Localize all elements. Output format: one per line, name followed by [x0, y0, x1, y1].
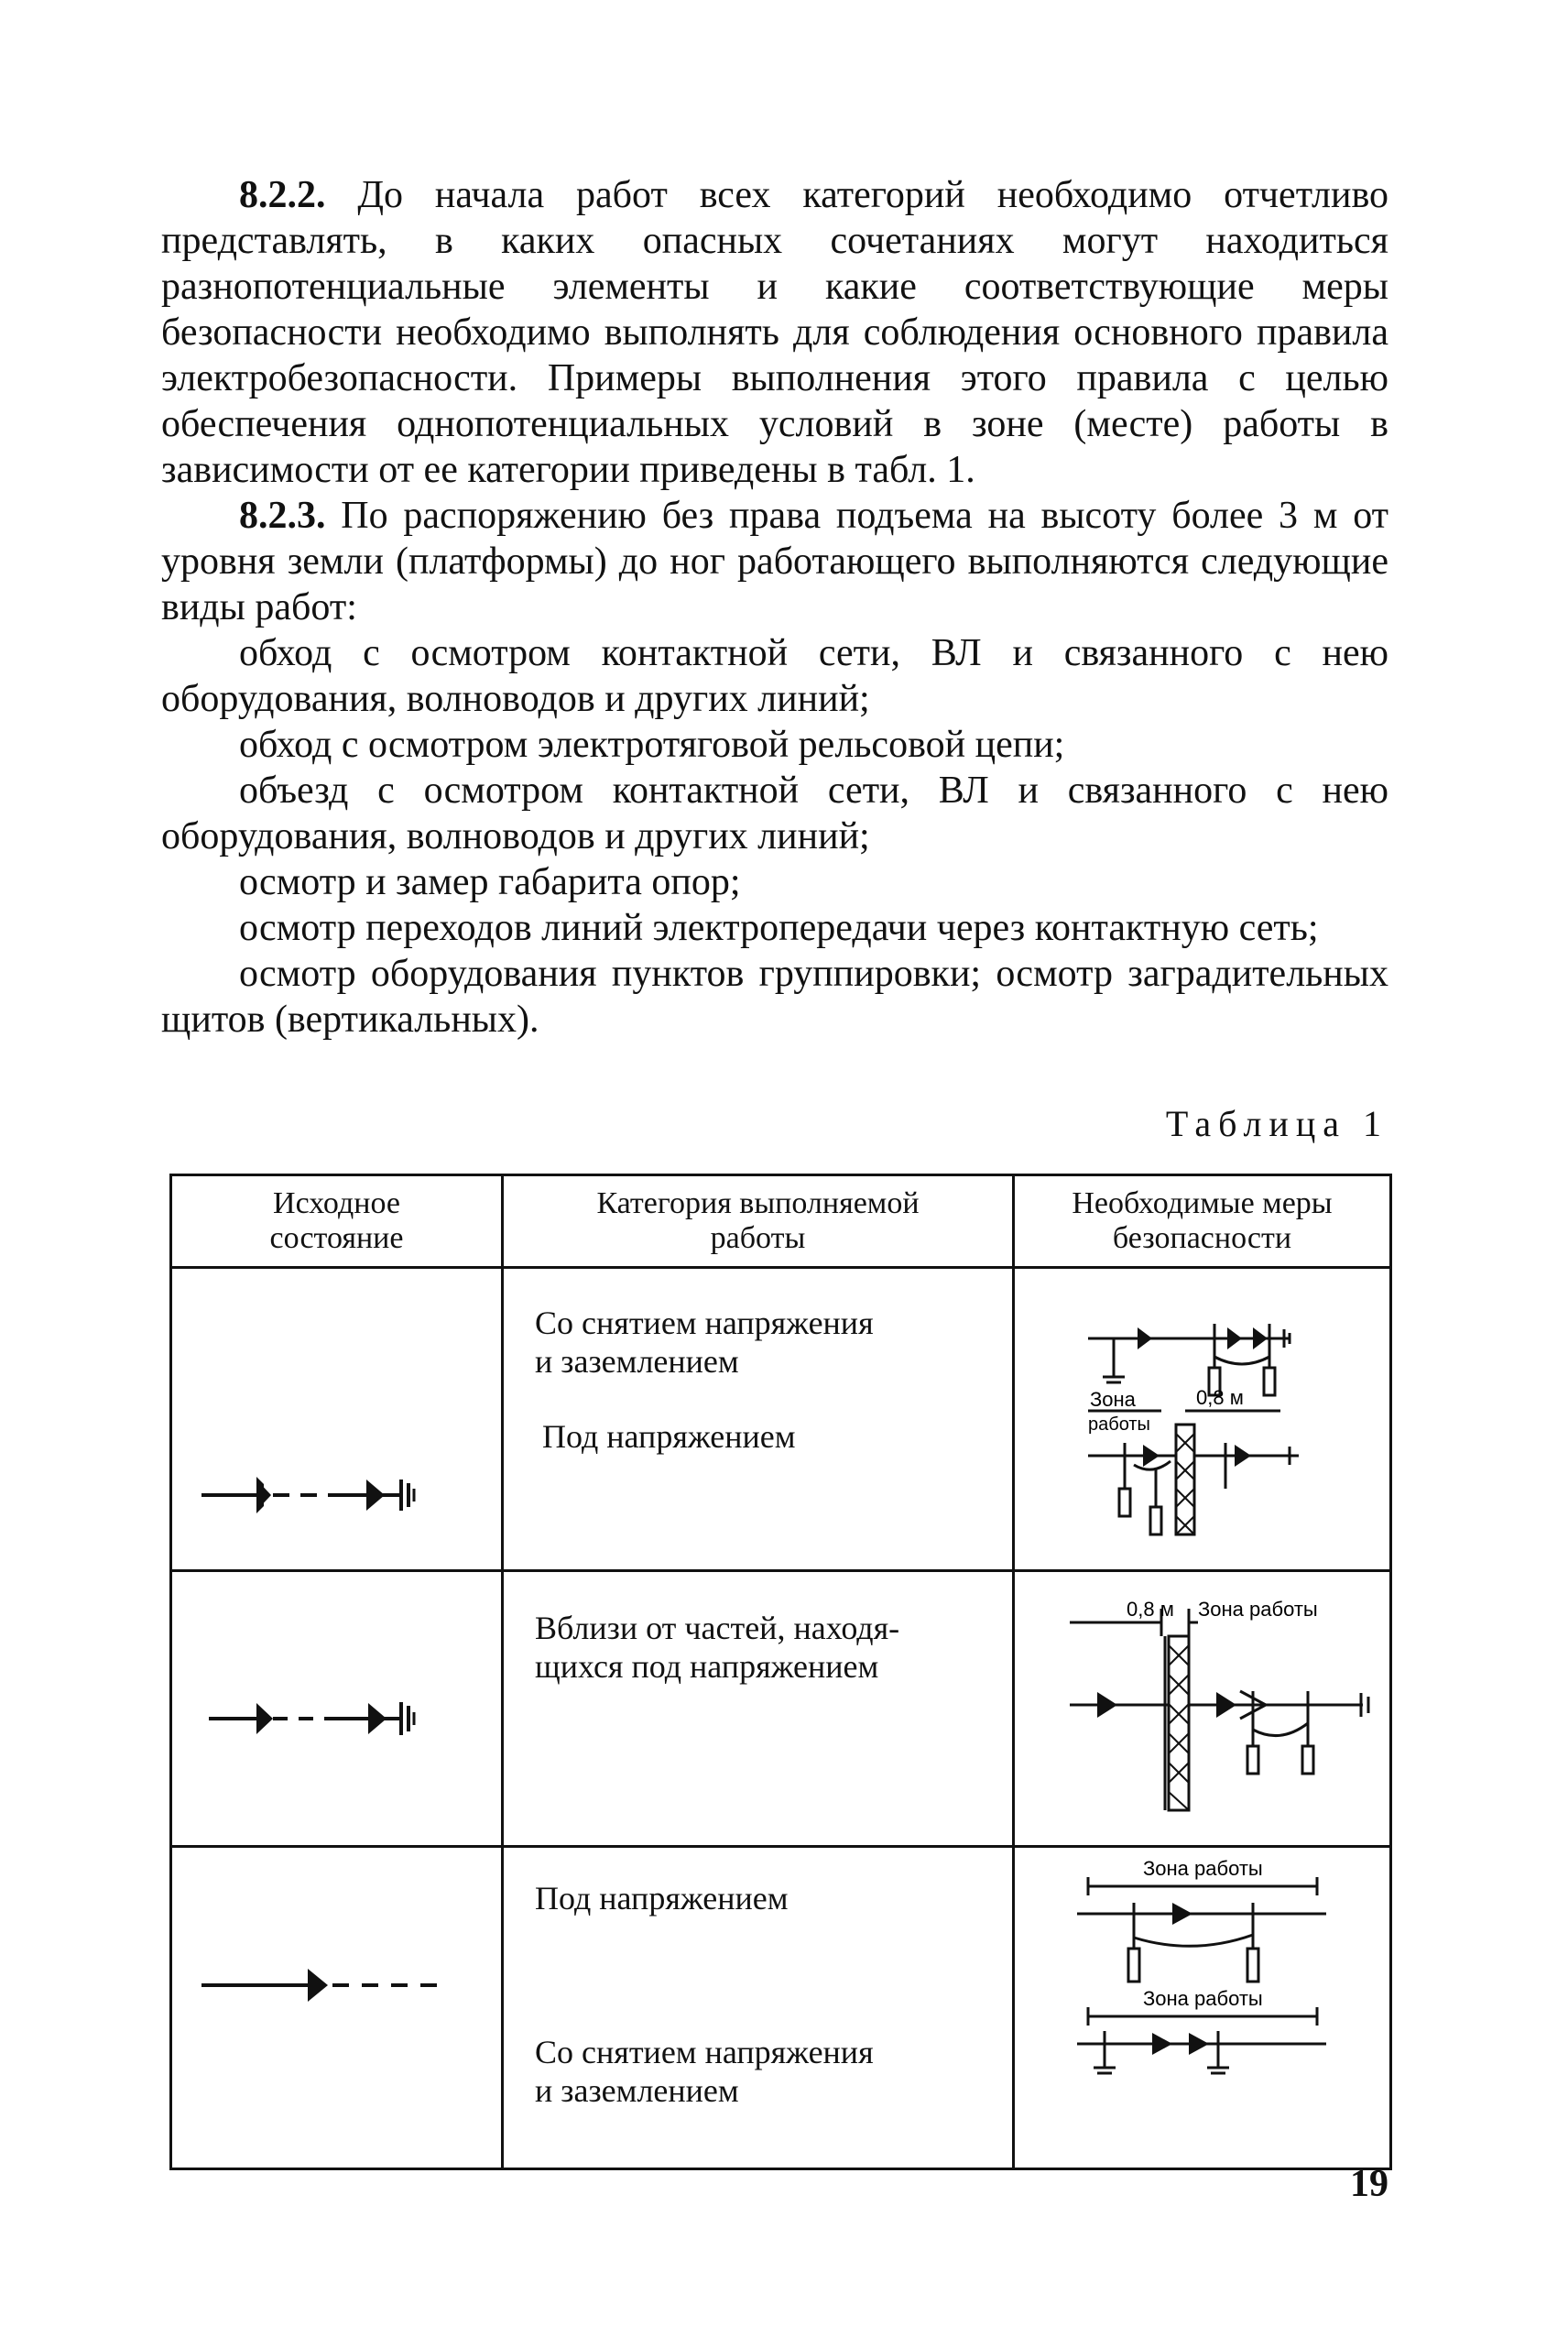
- clause-number: 8.2.3.: [239, 495, 326, 537]
- safety-measure-cell: [1014, 1571, 1391, 1847]
- safety-table: [169, 1174, 1392, 2170]
- category-line: и заземлением: [535, 2072, 739, 2109]
- initial-state-cell: [171, 1847, 503, 2169]
- category-line: Со снятием напряжения: [535, 2034, 874, 2070]
- table-header-row: [171, 1175, 1391, 1268]
- work-category-cell: [503, 1268, 1014, 1571]
- list-item: объезд с осмотром контактной сети, ВЛ и связанного с нею оборудования, волноводов и других линий;: [161, 770, 1388, 857]
- category-text: [504, 1848, 1012, 2110]
- initial-state-diagram: [172, 1269, 504, 1565]
- initial-state-diagram: [172, 1572, 504, 1840]
- safety-diagram: [1015, 1269, 1392, 1565]
- safety-diagram: [1015, 1572, 1392, 1840]
- clause-number: 8.2.2.: [239, 174, 326, 216]
- safety-measure-cell: [1014, 1847, 1391, 2169]
- zone-work-label: Зона работы: [1198, 1598, 1318, 1621]
- table-caption: Таблица 1: [1165, 1103, 1388, 1144]
- category-text: [504, 1572, 1012, 1686]
- category-line: Со снятием напряжения: [535, 1305, 874, 1341]
- list-item: осмотр переходов линий электропередачи через контактную сеть;: [239, 907, 1319, 949]
- list-item: обход с осмотром контактной сети, ВЛ и связанного с нею оборудования, волноводов и других линий;: [161, 632, 1388, 720]
- table-row: [171, 1847, 1391, 2169]
- body-text: [161, 172, 1388, 1043]
- work-label: работы: [1088, 1414, 1150, 1435]
- paragraph-text: По распоряжению без права подъема на высоту более 3 м от уровня земли (платформы) до ног работающего выполняются следующие виды работ:: [161, 495, 1389, 628]
- category-line: Под напряжением: [535, 1880, 789, 1916]
- page-number: 19: [1350, 2163, 1388, 2205]
- work-category-cell: [503, 1571, 1014, 1847]
- distance-label: 0,8 м: [1196, 1386, 1244, 1409]
- category-line: и заземлением: [535, 1343, 739, 1380]
- header-label: Исходное состояние: [269, 1186, 404, 1255]
- category-line: щихся под напряжением: [535, 1648, 879, 1685]
- category-line: Под напряжением: [542, 1418, 796, 1455]
- initial-state-cell: [171, 1571, 503, 1847]
- initial-state-diagram: [172, 1848, 504, 2163]
- safety-diagram: [1015, 1848, 1392, 2163]
- category-text: [504, 1269, 1012, 1456]
- list-item: осмотр оборудования пунктов группировки; осмотр заградительных щитов (вертикальных).: [161, 953, 1388, 1041]
- table-row: [171, 1268, 1391, 1571]
- table-row: [171, 1571, 1391, 1847]
- header-work-category: [503, 1175, 1014, 1268]
- safety-measure-cell: [1014, 1268, 1391, 1571]
- header-safety-measures: [1014, 1175, 1391, 1268]
- zone-work-label: Зона работы: [1143, 1857, 1263, 1880]
- initial-state-cell: [171, 1268, 503, 1571]
- header-label: Необходимые меры безопасности: [1072, 1186, 1333, 1255]
- list-item: осмотр и замер габарита опор;: [239, 861, 741, 903]
- paragraph-text: До начала работ всех категорий необходимо отчетливо представлять, в каких опасных сочетаниях могут находиться разнопотенциальные элементы и какие соответствующие меры безопасности необходимо выполнять для соблюдения основного правила электробезопасности. Примеры выполнения этого правила с целью обеспечения однопотенциальных условий в зоне (месте) работы в зависимости от ее категории приведены в табл. 1.: [161, 174, 1388, 491]
- paragraph-8-2-2: [161, 172, 1388, 493]
- list-item: обход с осмотром электротяговой рельсовой цепи;: [239, 724, 1065, 766]
- zone-label: Зона: [1090, 1388, 1136, 1411]
- paragraph-8-2-3: [161, 493, 1388, 630]
- header-label: Категория выполняемой работы: [596, 1186, 920, 1255]
- category-line: Вблизи от частей, находя-: [535, 1610, 900, 1646]
- header-initial-state: [171, 1175, 503, 1268]
- work-category-cell: [503, 1847, 1014, 2169]
- distance-label: 0,8 м: [1127, 1598, 1174, 1621]
- zone-work-label: Зона работы: [1143, 1987, 1263, 2010]
